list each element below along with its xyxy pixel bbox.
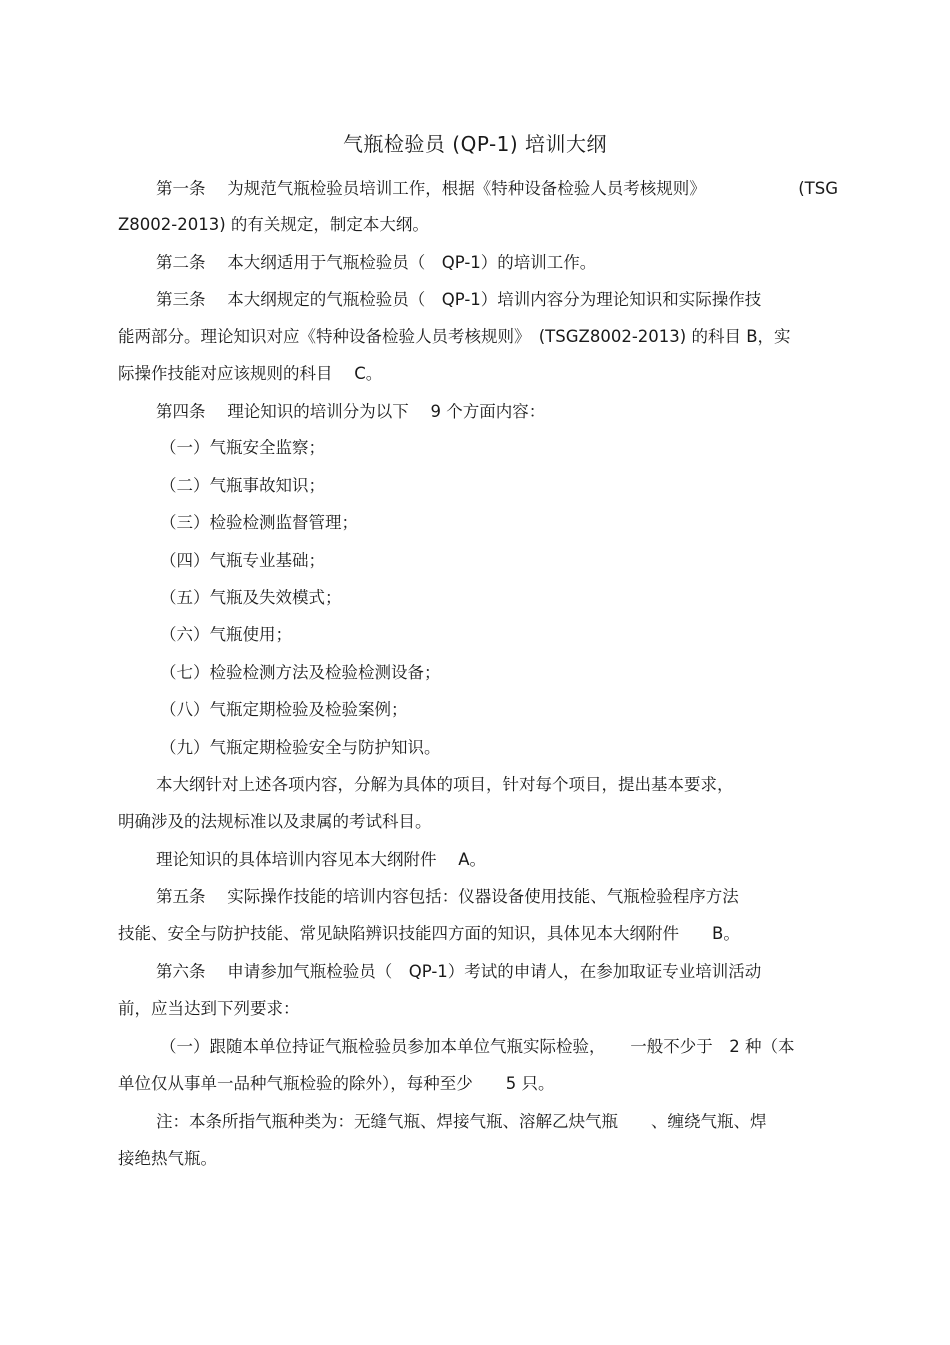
article-2-line-1: 第二条 本大纲适用于气瓶检验员（ QP-1）的培训工作。: [156, 253, 597, 272]
page-title: 气瓶检验员 (QP-1) 培训大纲: [342, 132, 608, 156]
note-line-2: 接绝热气瓶。: [118, 1149, 217, 1168]
article-3-line-2: 能两部分。理论知识对应《特种设备检验人员考核规则》 (TSGZ8002-2013) 的科目 B，实: [118, 327, 791, 346]
article-3-line-1: 第三条 本大纲规定的气瓶检验员（ QP-1）培训内容分为理论知识和实际操作技: [156, 290, 762, 309]
list-item: （二）气瓶事故知识；: [160, 476, 325, 495]
article-4-line-1: 第四条 理论知识的培训分为以下 9 个方面内容：: [156, 402, 546, 421]
requirement-1-line-1: （一）跟随本单位持证气瓶检验员参加本单位气瓶实际检验， 一般不少于 2 种（本: [160, 1037, 795, 1056]
article-6-line-1: 第六条 申请参加气瓶检验员（ QP-1）考试的申请人，在参加取证专业培训活动: [156, 962, 762, 981]
article-5-line-2: 技能、安全与防护技能、常见缺陷辨识技能四方面的知识，具体见本大纲附件 B。: [118, 924, 740, 943]
article-1-code: (TSG: [798, 179, 838, 198]
note-line-1: 注：本条所指气瓶种类为：无缝气瓶、焊接气瓶、溶解乙炔气瓶 、缠绕气瓶、焊: [156, 1112, 767, 1131]
article-6-line-2: 前，应当达到下列要求：: [118, 999, 300, 1018]
list-item: （五）气瓶及失效模式；: [160, 588, 342, 607]
list-item: （九）气瓶定期检验安全与防护知识。: [160, 738, 441, 757]
list-item: （八）气瓶定期检验及检验案例；: [160, 700, 408, 719]
article-1-line-2: Z8002-2013) 的有关规定，制定本大纲。: [118, 215, 429, 234]
article-1-line-1: [156, 178, 838, 200]
summary-line-2: 明确涉及的法规标准以及隶属的考试科目。: [118, 812, 432, 831]
requirement-1-line-2: 单位仅从事单一品种气瓶检验的除外），每种至少 5 只。: [118, 1074, 555, 1093]
list-item: （三）检验检测监督管理；: [160, 513, 358, 532]
list-item: （六）气瓶使用；: [160, 625, 292, 644]
list-item: （一）气瓶安全监察；: [160, 438, 325, 457]
article-5-line-1: 第五条 实际操作技能的培训内容包括：仪器设备使用技能、气瓶检验程序方法: [156, 887, 739, 906]
list-item: （七）检验检测方法及检验检测设备；: [160, 663, 441, 682]
list-item: （四）气瓶专业基础；: [160, 551, 325, 570]
summary-line-1: 本大纲针对上述各项内容，分解为具体的项目，针对每个项目，提出基本要求，: [156, 775, 734, 794]
article-3-line-3: 际操作技能对应该规则的科目 C。: [118, 364, 383, 383]
article-1-text: 第一条 为规范气瓶检验员培训工作，根据《特种设备检验人员考核规则》: [156, 179, 706, 198]
attachment-a-note: 理论知识的具体培训内容见本大纲附件 A。: [156, 850, 487, 869]
